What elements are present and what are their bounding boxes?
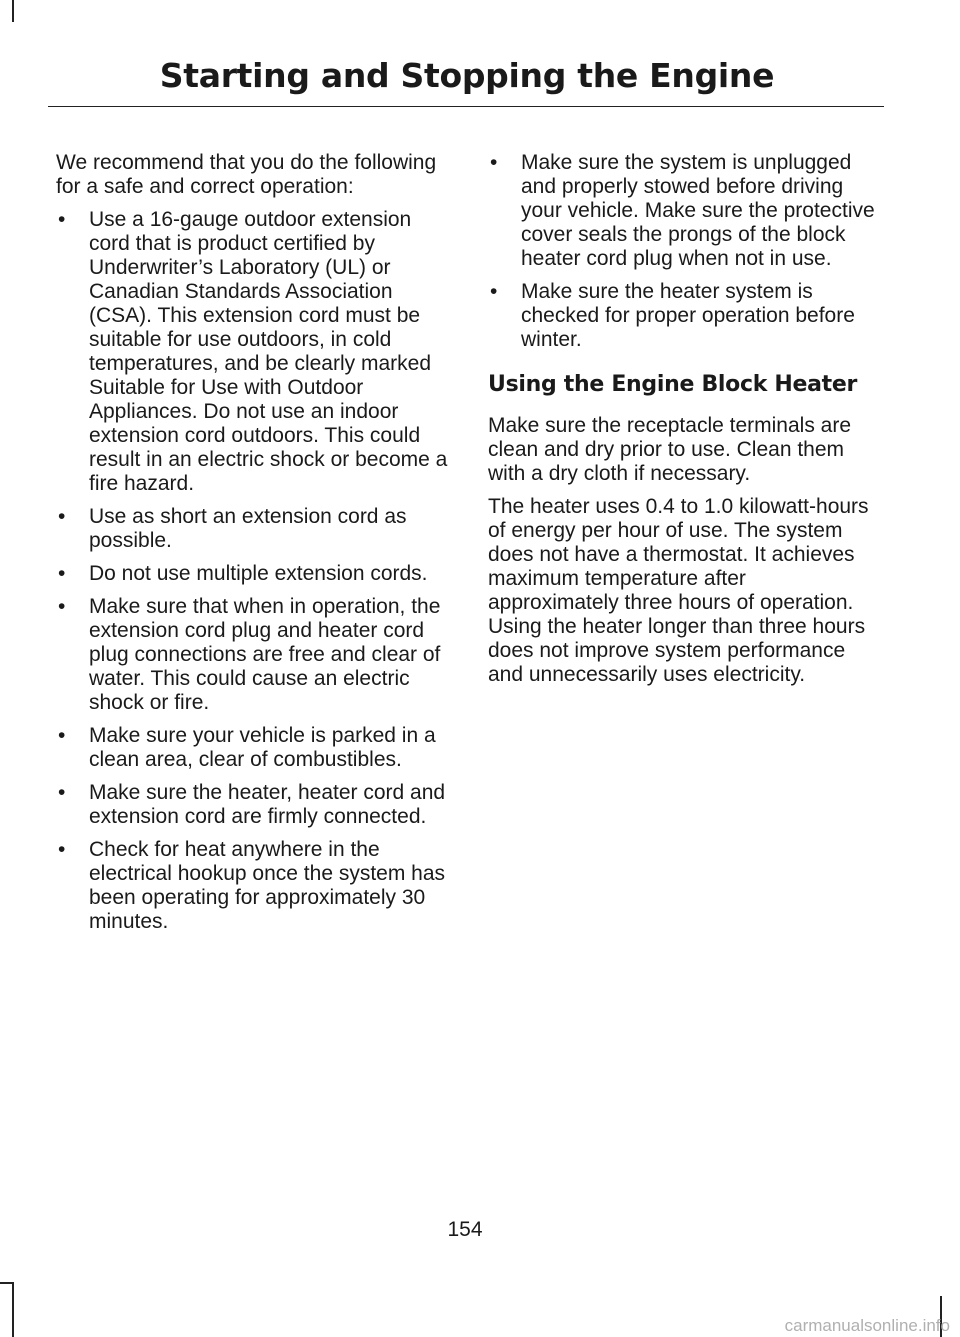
list-item: • Make sure the heater system is checked for proper operation before winter. (490, 280, 855, 351)
page-title: Starting and Stopping the Engine (159, 56, 775, 95)
bullet-icon: • (58, 724, 66, 747)
bullet-icon: • (490, 151, 498, 174)
list-item: • Make sure the system is unplugged and properly stowed before driving your vehicle. Make sure the protective cover seals the prongs of the block heater cord plug when not in use. (490, 151, 875, 270)
bullet-icon: • (58, 562, 66, 585)
right-column (488, 151, 880, 696)
body-paragraph: The heater uses 0.4 to 1.0 kilowatt-hours of energy per hour of use. The system does not have a thermostat. It achieves maximum temperature after approximately three hours of operation. Using the heater longer than three hours does not improve system performance and unnecessarily uses electricity. (488, 495, 869, 686)
watermark: carmanualsonline.info (784, 1316, 950, 1335)
bullet-icon: • (58, 781, 66, 804)
list-item: • Make sure your vehicle is parked in a clean area, clear of combustibles. (58, 724, 436, 771)
recommendation-list (56, 208, 448, 934)
list-item: • Do not use multiple extension cords. (58, 562, 428, 585)
bullet-icon: • (490, 280, 498, 303)
list-item: • Use as short an extension cord as possible. (58, 505, 407, 552)
crop-mark-top-left-vertical (12, 0, 14, 22)
crop-mark-bottom-left-horizontal (0, 1282, 12, 1284)
header-divider (48, 106, 884, 107)
crop-mark-bottom-left-vertical (12, 1282, 14, 1337)
bullet-icon: • (58, 505, 66, 528)
left-column (56, 151, 448, 943)
bullet-icon: • (58, 838, 66, 861)
bullet-icon: • (58, 208, 66, 231)
body-paragraph: Make sure the receptacle terminals are clean and dry prior to use. Clean them with a dry cloth if necessary. (488, 414, 851, 485)
page-number: 154 (447, 1218, 483, 1241)
recommendation-list-continued (488, 151, 880, 352)
section-heading: Using the Engine Block Heater (488, 372, 858, 397)
list-item: • Use a 16-gauge outdoor extension cord that is product certified by Underwriter’s Laboratory (UL) or Canadian Standards Association (CSA). This extension cord must be suitable for use outdoors, in cold temperatures, and be clearly marked Suitable for Use with Outdoor Appliances. Do not use an indoor extension cord outdoors. This could result in an electric shock or become a fire hazard. (58, 208, 448, 495)
intro-paragraph: We recommend that you do the following for a safe and correct operation: (56, 151, 437, 198)
list-item: • Check for heat anywhere in the electrical hookup once the system has been operating for approximately 30 minutes. (58, 838, 446, 933)
bullet-icon: • (58, 595, 66, 618)
list-item: • Make sure that when in operation, the extension cord plug and heater cord plug connections are free and clear of water. This could cause an electric shock or fire. (58, 595, 441, 714)
list-item: • Make sure the heater, heater cord and extension cord are firmly connected. (58, 781, 446, 828)
